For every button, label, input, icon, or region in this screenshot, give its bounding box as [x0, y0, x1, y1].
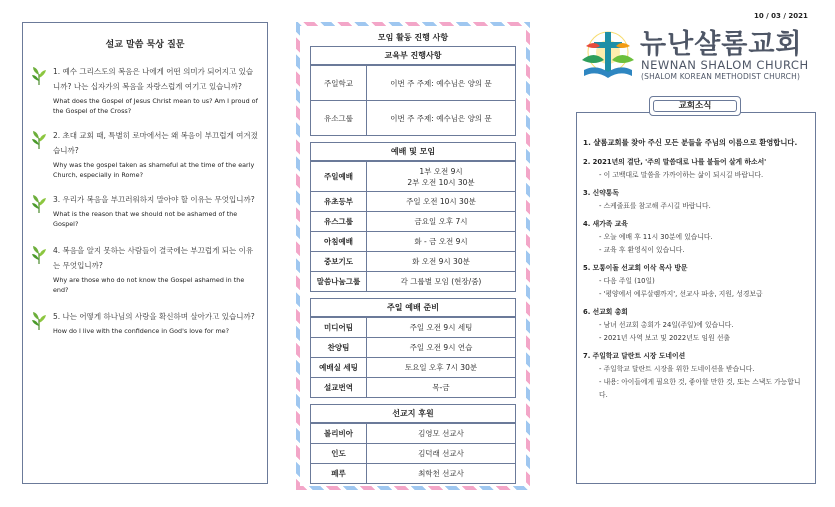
row-label: 유스그룹 — [311, 212, 367, 232]
table-row — [311, 232, 516, 252]
worship-table — [310, 161, 516, 292]
question-english: Why are those who do not know the Gospel ashamed in the end? — [53, 276, 245, 294]
row-label: 아침예배 — [311, 232, 367, 252]
church-name-subtitle: (SHALOM KOREAN METHODIST CHURCH) — [641, 72, 801, 81]
row-value: 화 - 금 오전 9시 — [367, 232, 516, 252]
news-item-detail: - 2021년 사역 보고 및 2022년도 임원 선출 — [599, 334, 730, 342]
news-item-detail: - 교육 후 환영식이 있습니다. — [599, 246, 685, 254]
row-value: 토요일 오후 7시 30분 — [367, 358, 516, 378]
table-row — [311, 444, 516, 464]
news-item — [583, 350, 807, 402]
news-item-heading: 1. 샬롬교회를 찾아 주신 모든 분들을 주님의 이름으로 환영합니다. — [583, 138, 798, 147]
question-korean: 1. 예수 그리스도의 복음은 나에게 어떤 의미가 되어지고 있습니까? 나는 십자가의 복음을 자랑스럽게 여기고 있습니까? — [53, 67, 254, 91]
row-value: 주일 오전 10시 30분 — [367, 192, 516, 212]
question-item — [31, 309, 259, 336]
prep-section-header: 주일 예배 준비 — [310, 298, 516, 317]
row-value — [367, 162, 516, 192]
row-value: 이번 주 주제: 예수님은 양의 문 — [367, 66, 516, 101]
row-value: 김영모 선교사 — [367, 424, 516, 444]
mission-table — [310, 423, 516, 484]
question-korean: 5. 나는 어떻게 하나님의 사랑을 확신하며 살아가고 있습니까? — [53, 312, 255, 321]
table-row — [311, 338, 516, 358]
news-item-detail: - 내용: 아이들에게 필요한 것, 좋아할 만한 것, 또는 스낵도 가능합니다. — [599, 378, 801, 399]
row-value: 화 오전 9시 30분 — [367, 252, 516, 272]
news-item-detail: - 오늘 예배 후 11시 30분에 있습니다. — [599, 233, 713, 241]
meditation-panel — [22, 22, 268, 484]
table-row — [311, 318, 516, 338]
news-item — [583, 156, 807, 182]
bulletin-date: 10 / 03 / 2021 — [754, 12, 808, 20]
row-value: 이번 주 주제: 예수님은 양의 문 — [367, 101, 516, 136]
news-item-heading: 5. 모통이돌 선교회 이삭 목사 방문 — [583, 264, 688, 272]
table-row — [311, 378, 516, 398]
row-value: 금요일 오후 7시 — [367, 212, 516, 232]
activities-panel — [296, 22, 530, 490]
row-label: 볼리비아 — [311, 424, 367, 444]
question-english: What does the Gospel of Jesus Christ mean to us? Am I proud of the Gospel of the Cross? — [53, 97, 258, 115]
question-english: How do I live with the confidence in God's love for me? — [53, 327, 229, 335]
leaf-icon — [31, 309, 53, 336]
worship-section-header: 예배 및 모임 — [310, 142, 516, 161]
news-item-detail: - 이 고백대로 말씀을 가까이하는 삶이 되시길 바랍니다. — [599, 171, 764, 179]
row-value: 최학천 선교사 — [367, 464, 516, 484]
news-item — [583, 218, 807, 257]
leaf-icon — [31, 243, 53, 295]
meditation-title: 설교 말씀 묵상 질문 — [105, 40, 185, 50]
row-label: 설교번역 — [311, 378, 367, 398]
mission-section-header: 선교지 후원 — [310, 404, 516, 423]
activities-title: 모임 활동 진행 사항 — [377, 33, 449, 42]
news-item-detail: - 스케줄표를 참고해 주시길 바랍니다. — [599, 202, 711, 210]
prep-table — [310, 317, 516, 398]
table-row — [311, 358, 516, 378]
row-value-line2: 2부 오전 10시 30분 — [407, 177, 475, 187]
news-item-heading: 7. 주일학교 달란트 시장 도네이션 — [583, 352, 686, 360]
row-label: 중보기도 — [311, 252, 367, 272]
row-label: 말씀나눔그룹 — [311, 272, 367, 292]
row-value: 김덕래 선교사 — [367, 444, 516, 464]
question-item — [31, 64, 259, 116]
question-korean: 3. 우리가 복음을 부끄러워하지 말아야 할 이유는 무엇입니까? — [53, 195, 255, 204]
news-item — [583, 306, 807, 345]
question-item — [31, 128, 259, 180]
news-title: 교회소식 — [649, 96, 741, 116]
table-row — [311, 66, 516, 101]
news-item-heading: 6. 선교회 총회 — [583, 308, 628, 316]
church-name-korean: 뉴난샬롬교회 — [640, 29, 803, 60]
row-value: 주일 오전 9시 연습 — [367, 338, 516, 358]
row-label: 유초등부 — [311, 192, 367, 212]
row-label: 인도 — [311, 444, 367, 464]
question-english: What is the reason that we should not be ashamed of the Gospel? — [53, 210, 238, 228]
row-value-line1: 1부 오전 9시 — [419, 166, 463, 176]
table-row — [311, 101, 516, 136]
row-label: 주일학교 — [311, 66, 367, 101]
news-item — [583, 135, 807, 151]
edu-section-header: 교육부 진행사항 — [310, 46, 516, 65]
leaf-icon — [31, 128, 53, 180]
news-item-heading: 2. 2021년의 결단, '주의 말씀대로 나를 붙들어 살게 하소서' — [583, 158, 767, 166]
edu-table — [310, 65, 516, 136]
news-item-detail: - '평양에서 예루살렘까지', 선교사 파송, 지원, 성경보급 — [599, 290, 763, 298]
row-label: 예배실 세팅 — [311, 358, 367, 378]
table-row — [311, 272, 516, 292]
row-label: 미디어팀 — [311, 318, 367, 338]
table-row — [311, 424, 516, 444]
row-label: 유소그룹 — [311, 101, 367, 136]
table-row — [311, 212, 516, 232]
table-row — [311, 162, 516, 192]
row-label: 찬양팀 — [311, 338, 367, 358]
news-item-detail: - 다음 주일 (10일) — [599, 277, 655, 285]
news-panel — [576, 112, 816, 484]
news-item-heading: 3. 신약통독 — [583, 189, 619, 197]
row-label: 페루 — [311, 464, 367, 484]
table-row — [311, 464, 516, 484]
row-label: 주일예배 — [311, 162, 367, 192]
news-item-heading: 4. 새가족 교육 — [583, 220, 628, 228]
leaf-icon — [31, 192, 53, 229]
question-korean: 2. 초대 교회 때, 특별히 로마에서는 왜 복음이 부끄럽게 여겨졌습니까? — [53, 131, 258, 155]
leaf-icon — [31, 64, 53, 116]
table-row — [311, 252, 516, 272]
question-item — [31, 192, 259, 229]
news-item — [583, 262, 807, 301]
row-value: 각 그룹별 모임 (현장/줌) — [367, 272, 516, 292]
question-korean: 4. 복음을 알지 못하는 사람들이 결국에는 부끄럽게 되는 이유는 무엇입니까? — [53, 246, 254, 270]
row-value: 주일 오전 9시 세팅 — [367, 318, 516, 338]
news-item — [583, 187, 807, 213]
news-item-detail: - 남녀 선교회 총회가 24일(주일)에 있습니다. — [599, 321, 734, 329]
news-item-detail: - 주일학교 달란트 시장을 위한 도네이션을 받습니다. — [599, 365, 755, 373]
question-item — [31, 243, 259, 295]
table-row — [311, 192, 516, 212]
church-name-english: NEWNAN SHALOM CHURCH — [641, 58, 809, 72]
row-value: 목-금 — [367, 378, 516, 398]
question-english: Why was the gospel taken as shameful at the time of the early Church, especially in Rome? — [53, 161, 255, 179]
